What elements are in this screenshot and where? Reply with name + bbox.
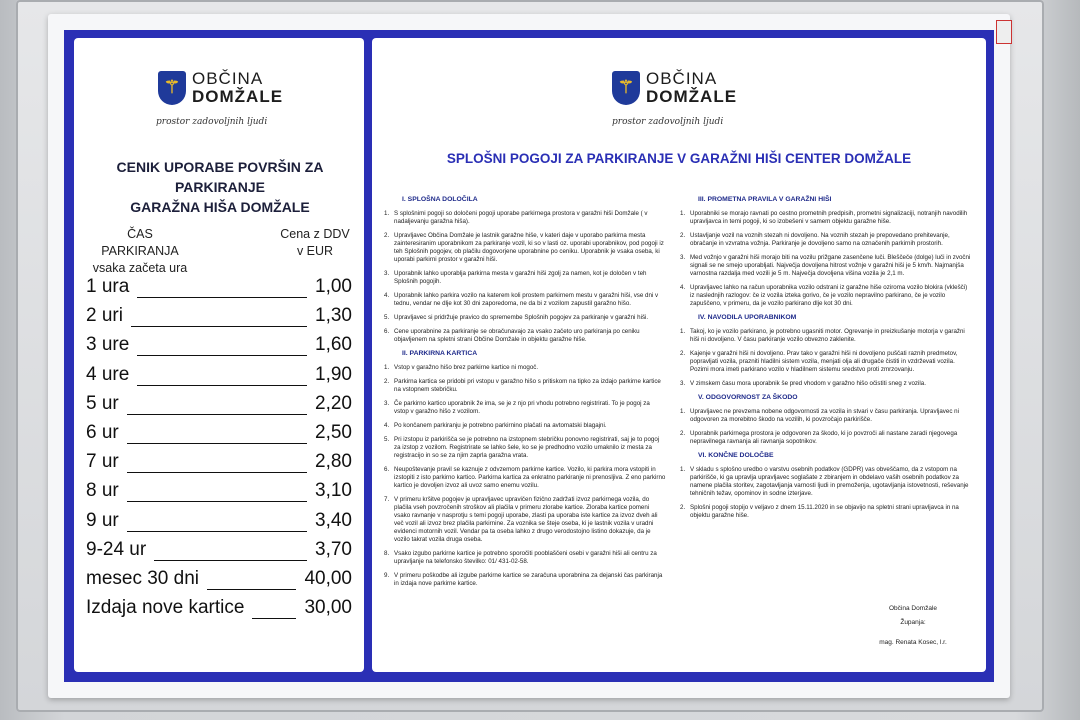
price-row-label: 5 ur — [86, 392, 119, 414]
price-row-label: 6 ur — [86, 422, 119, 443]
price-row — [86, 393, 352, 421]
logo-line1: OBČINA — [192, 69, 264, 88]
column-header-time — [92, 226, 188, 277]
section-heading: I. SPLOŠNA DOLOČILA — [402, 196, 478, 203]
clause-number: 6. — [384, 328, 390, 335]
clause — [384, 314, 666, 322]
motto-left: prostor zadovoljnih ljudi — [156, 117, 268, 127]
clause-number: 3. — [680, 254, 686, 261]
price-row-label: 9-24 ur — [86, 538, 147, 560]
clause-text: Uporabnik lahko uporablja parkirna mesta v garažni hiši zgolj za namen, kot je določen v teh Splošnih pogojih. — [394, 270, 647, 285]
logo-line1: OBČINA — [646, 69, 718, 88]
signature-block — [868, 602, 958, 650]
wall-sticker — [996, 20, 1012, 44]
clause-number: 2. — [680, 232, 686, 239]
clause-text: Parkirna kartica se pridobi pri vstopu v garažno hišo s pritiskom na tipko za izdajo parkirne kartice na vstopnem stebričku. — [394, 378, 661, 393]
clause-text: Upravljavec Občina Domžale je lastnik garažne hiše, v kateri daje v uporabo parkirna mesta zainteresiranim uporabnikom za parkiranje vozil, ki so v lasti oz. uporabi uporabnikov, pod pogoji iz teh Splošnih pogojev, ob plačilu dogovorjene uporabnine po ceniku. Uporabnik je vsaka oseba, ki uporabi parkirni prostor v garažni hiši. — [394, 232, 664, 263]
price-row-label: 2 uri — [86, 305, 123, 327]
column-header-price-line2: v EUR — [296, 244, 334, 258]
clause-number: 4. — [680, 284, 686, 291]
price-list-title — [80, 157, 360, 217]
clause-number: 2. — [680, 504, 686, 511]
clause — [384, 292, 666, 308]
price-row-label: mesec 30 dni — [86, 568, 200, 589]
clause-text: Vstop v garažno hišo brez parkirne kartice ni mogoč. — [394, 364, 539, 371]
section-heading: V. ODGOVORNOST ZA ŠKODO — [698, 394, 798, 401]
column-header-price-line1: Cena z DDV — [280, 227, 350, 241]
clause-number: 3. — [384, 270, 390, 277]
price-row-value: 3,70 — [315, 538, 352, 560]
clause-number: 1. — [384, 210, 390, 217]
price-row-value: 1,00 — [315, 276, 352, 297]
price-list-title-line2: GARAŽNA HIŠA DOMŽALE — [130, 199, 310, 215]
price-row-value: 40,00 — [304, 568, 352, 589]
price-row-leader-line — [127, 531, 307, 532]
clause-text: S splošnimi pogoji so določeni pogoji uporabe parkirnega prostora v garažni hiši Domžale ( v nadaljevanju garažna hiša). — [394, 210, 648, 225]
price-row-leader-line — [137, 385, 307, 386]
price-row-value: 3,40 — [315, 509, 352, 531]
conditions-column-left — [384, 190, 666, 594]
clause-number: 5. — [384, 436, 390, 443]
clause-text: Cene uporabnine za parkiranje se obračunavajo za vsako začeto uro parkiranja po ceniku objavljenem na spletni strani Občine Domžale in objektu garažne hiše. — [394, 328, 640, 343]
price-row-leader-line — [127, 472, 307, 473]
municipality-logo-right — [612, 70, 737, 106]
column-header-time-line2: vsaka začeta ura — [92, 261, 188, 275]
clause-number: 6. — [384, 466, 390, 473]
price-row-label: 4 ure — [86, 363, 130, 385]
price-row-label: 7 ur — [86, 451, 119, 473]
clause-number: 2. — [384, 232, 390, 239]
clause-number: 2. — [384, 378, 390, 385]
clause-text: Med vožnjo v garažni hiši morajo biti na vozilu prižgane zasenčene luči. Bleščeče (dolge) luči in zvočni signali se ne smejo uporabljati. Največja dovoljena hitrost vožnje v garažni hiši je 5 km/h. Najmanjša varnostna razdalja med vozili je 5 m. Največja dovoljena višina vozila je 2,1 m. — [690, 254, 971, 277]
signature-role: Županja: — [900, 619, 926, 626]
clause — [680, 380, 972, 388]
price-row — [86, 597, 352, 625]
price-row — [86, 510, 352, 538]
signature-name: mag. Renata Kosec, l.r. — [879, 639, 947, 646]
coat-of-arms-icon: ⚚ — [158, 71, 186, 105]
clause — [680, 284, 972, 308]
clause — [680, 408, 972, 424]
price-row-label: Izdaja nove kartice — [86, 597, 245, 619]
price-row — [86, 451, 352, 479]
price-row — [86, 305, 352, 333]
column-header-price — [278, 226, 352, 260]
price-row-value: 30,00 — [304, 597, 352, 619]
clause — [384, 466, 666, 490]
clause-text: Če parkirno kartico uporabnik že ima, se je z njo pri vhodu potrebno registrirati. To je pogoj za vstop v garažno hišo z vozilom. — [394, 400, 650, 415]
clause-number: 2. — [680, 430, 686, 437]
price-row — [86, 276, 352, 304]
clause-text: V skladu s splošno uredbo o varstvu osebnih podatkov (GDPR) vas obveščamo, da z vstopom na parkirišče, ki ga upravlja upravljavec soglašate z zbiranjem in obdelavo vaših osebnih podatkov za namene plačila storitev, zagotavljanja varnosti ljudi in premoženja, ugotavljanja istovetnosti, reševanje tehničnih težav, opominov in sodne izterjave. — [690, 466, 969, 497]
price-row-leader-line — [127, 501, 307, 502]
price-row-label: 1 ura — [86, 276, 130, 297]
clause — [384, 550, 666, 566]
price-row-leader-line — [154, 560, 307, 561]
clause-text: Vsako izgubo parkirne kartice je potrebno sporočiti pooblaščeni osebi v garažni hiši ali centru za upravljanje na telefonsko številko: 01/ 431-02-58. — [394, 550, 657, 565]
price-row — [86, 568, 352, 596]
price-row-leader-line — [137, 355, 307, 356]
clause — [384, 210, 666, 226]
clause-text: Pri izstopu iz parkirišča se je potrebno na izstopnem stebričku ponovno registrirati, saj je to pogoj za izstop z vozilom. Registrirate se lahko šele, ko se je predhodno vozilo umaknilo iz mesta za registracijo in so se za njim zaprla garažna vrata. — [394, 436, 660, 459]
clause-text: Upravljavec si pridržuje pravico do spremembe Splošnih pogojev za parkiranje v garažni hiši. — [394, 314, 649, 321]
clause — [680, 504, 972, 520]
clause — [384, 232, 666, 264]
clause-text: Upravljavec ne prevzema nobene odgovornosti za vozila in stvari v času parkiranja. Upravljavec ni odgovoren za morebitno škodo na vozilih, ki povzročajo parkirišče. — [690, 408, 959, 423]
clause-number: 9. — [384, 572, 390, 579]
clause — [384, 378, 666, 394]
price-row-leader-line — [207, 589, 296, 590]
price-row-value: 1,90 — [315, 363, 352, 385]
motto-right: prostor zadovoljnih ljudi — [612, 117, 724, 127]
clause-number: 1. — [680, 466, 686, 473]
clause — [384, 436, 666, 460]
clause — [384, 328, 666, 344]
price-list-title-line1: CENIK UPORABE POVRŠIN ZA PARKIRANJE — [116, 159, 324, 195]
clause-number: 8. — [384, 550, 390, 557]
section-heading: IV. NAVODILA UPORABNIKOM — [698, 314, 797, 321]
clause-number: 2. — [680, 350, 686, 357]
clause-number: 1. — [680, 408, 686, 415]
price-row-label: 3 ure — [86, 334, 130, 356]
price-row-value: 2,50 — [315, 422, 352, 443]
price-row-label: 8 ur — [86, 480, 119, 502]
price-row — [86, 539, 352, 567]
logo-line2: DOMŽALE — [192, 86, 284, 106]
price-row-leader-line — [137, 297, 307, 298]
clause — [384, 270, 666, 286]
clause-number: 1. — [384, 364, 390, 371]
price-row-value: 2,80 — [315, 451, 352, 473]
clause-number: 4. — [384, 422, 390, 429]
logo-line2: DOMŽALE — [646, 86, 738, 106]
price-row-leader-line — [127, 443, 307, 444]
clause-number: 1. — [680, 210, 686, 217]
section-heading: II. PARKIRNA KARTICA — [402, 350, 478, 357]
clause-text: Upravljavec lahko na račun uporabnika vozilo odstrani iz garažne hiše oziroma vozilo blokira (vklešči) iz naslednjih razlogov: če iz vozila izteka gorivo, če je vozilo nepravilno parkirano, če je vozilo zapuščeno, v primeru, da je vozilo parkirano dlje kot 30 dni. — [690, 284, 968, 307]
column-header-time-line1: ČAS PARKIRANJA — [101, 227, 179, 258]
section-heading: VI. KONČNE DOLOČBE — [698, 452, 774, 459]
clause-text: Ustavljanje vozil na voznih stezah ni dovoljeno. Na voznih stezah je prepovedano prehitevanje, obračanje in vzvratna vožnja. Parkiranje je dovoljeno samo na označenih parkirnih prostorih. — [690, 232, 950, 247]
price-row-leader-line — [131, 326, 307, 327]
clause-text: Po končanem parkiranju je potrebno parkirnino plačati na avtomatski blagajni. — [394, 422, 607, 429]
clause — [384, 364, 666, 372]
price-row-label: 9 ur — [86, 509, 119, 531]
price-row-leader-line — [127, 414, 307, 415]
clause — [680, 232, 972, 248]
clause-number: 5. — [384, 314, 390, 321]
signature-org: Občina Domžale — [888, 605, 938, 612]
clause — [384, 422, 666, 430]
clause — [384, 496, 666, 544]
clause-text: Uporabnik lahko parkira vozilo na katerem koli prostem parkirnem mestu v garažni hiši, vse dni v tednu, vendar ne dlje kot 30 dni zaporedoma, ne da bi z vozilom zapustil garažno hišo. — [394, 292, 659, 307]
price-row — [86, 334, 352, 362]
clause-text: V primeru kršitve pogojev je upravljavec upravičen fizično zadržati izvoz parkirnega vozila, do plačila vseh povzročenih stroškov ali plačila v primeru zlorabe kartice. Zloraba kartice pomeni vsako ravnanje v nasprotju s temi pogoji uporabe, zlasti pa uporaba iste kartice za izvoz dveh ali več vozil ali izvoz brez plačila parkirnine. Za voznika se šteje oseba, ki je lastnik vozila v uradni evidenci motornih vozil. Vendar pa ta oseba lahko z drugo verodostojno listino dokazuje, da je vozilo takrat vozila druga oseba. — [394, 496, 658, 543]
clause-text: Splošni pogoji stopijo v veljavo z dnem 15.11.2020 in se objavijo na spletni strani upravljavca in na objektu garažne hiše. — [690, 504, 959, 519]
clause-number: 3. — [680, 380, 686, 387]
clause — [680, 430, 972, 446]
clause-number: 3. — [384, 400, 390, 407]
price-row-leader-line — [252, 618, 296, 619]
price-row-value: 3,10 — [315, 480, 352, 502]
clause — [680, 210, 972, 226]
clause-number: 1. — [680, 328, 686, 335]
price-row-value: 2,20 — [315, 392, 352, 414]
clause — [384, 400, 666, 416]
price-row — [86, 364, 352, 392]
price-row — [86, 422, 352, 450]
clause — [384, 572, 666, 588]
section-heading: III. PROMETNA PRAVILA V GARAŽNI HIŠI — [698, 196, 832, 203]
clause — [680, 466, 972, 498]
price-row-value: 1,30 — [315, 305, 352, 327]
clause — [680, 328, 972, 344]
conditions-column-right — [680, 190, 972, 526]
clause-text: Kajenje v garažni hiši ni dovoljeno. Prav tako v garažni hiši ni dovoljeno puščati raznih predmetov, popravljati vozila, prazniti hladilni sistem vozila, menjati olja ali drugače čistiti in vzdrževati vozila. Pozimi mora imeti parkirano vozilo v hladilnem sistemu sredstvo proti zmrzovanju. — [690, 350, 958, 373]
clause-number: 7. — [384, 496, 390, 503]
clause-text: Neupoštevanje pravil se kaznuje z odvzemom parkirne kartice. Vozilo, ki parkira mora vstopiti in izstopiti z isto parkirno kartico. Parkirna kartica za enkratno parkiranje ni prenosljiva. Z eno parkirno kartico je dovoljen izvoz ali uvoz samo enemu vozilu. — [394, 466, 666, 489]
coat-of-arms-icon: ⚚ — [612, 71, 640, 105]
clause-text: Uporabnik parkirnega prostora je odgovoren za škodo, ki jo povzroči ali nastane zaradi njegovega nepravilnega ravnanja ali ravnanja sopotnikov. — [690, 430, 958, 445]
conditions-title: SPLOŠNI POGOJI ZA PARKIRANJE V GARAŽNI HIŠI CENTER DOMŽALE — [446, 151, 912, 166]
clause-text: Takoj, ko je vozilo parkirano, je potrebno ugasniti motor. Ogrevanje in preizkušanje motorja v garažni hiši ni dovoljeno. V času parkiranje vozilo obvezno zaklenite. — [690, 328, 965, 343]
municipality-logo-left — [158, 70, 283, 106]
clause-text: V primeru poškodbe ali izgube parkirne kartice se zaračuna uporabnina za dejanski čas parkiranja in izdaja nove parkirne kartice. — [394, 572, 663, 587]
price-row-value: 1,60 — [315, 334, 352, 356]
clause — [680, 350, 972, 374]
clause — [680, 254, 972, 278]
clause-number: 4. — [384, 292, 390, 299]
price-row — [86, 480, 352, 508]
clause-text: Uporabniki se morajo ravnati po cestno prometnih predpisih, prometni signalizaciji, notranjih navodilih upravljavca in temi pogoji, ki so izobešeni v samem objektu garažne hiše. — [690, 210, 968, 225]
clause-text: V zimskem času mora uporabnik še pred vhodom v garažno hišo očistiti sneg z vozila. — [690, 380, 926, 387]
